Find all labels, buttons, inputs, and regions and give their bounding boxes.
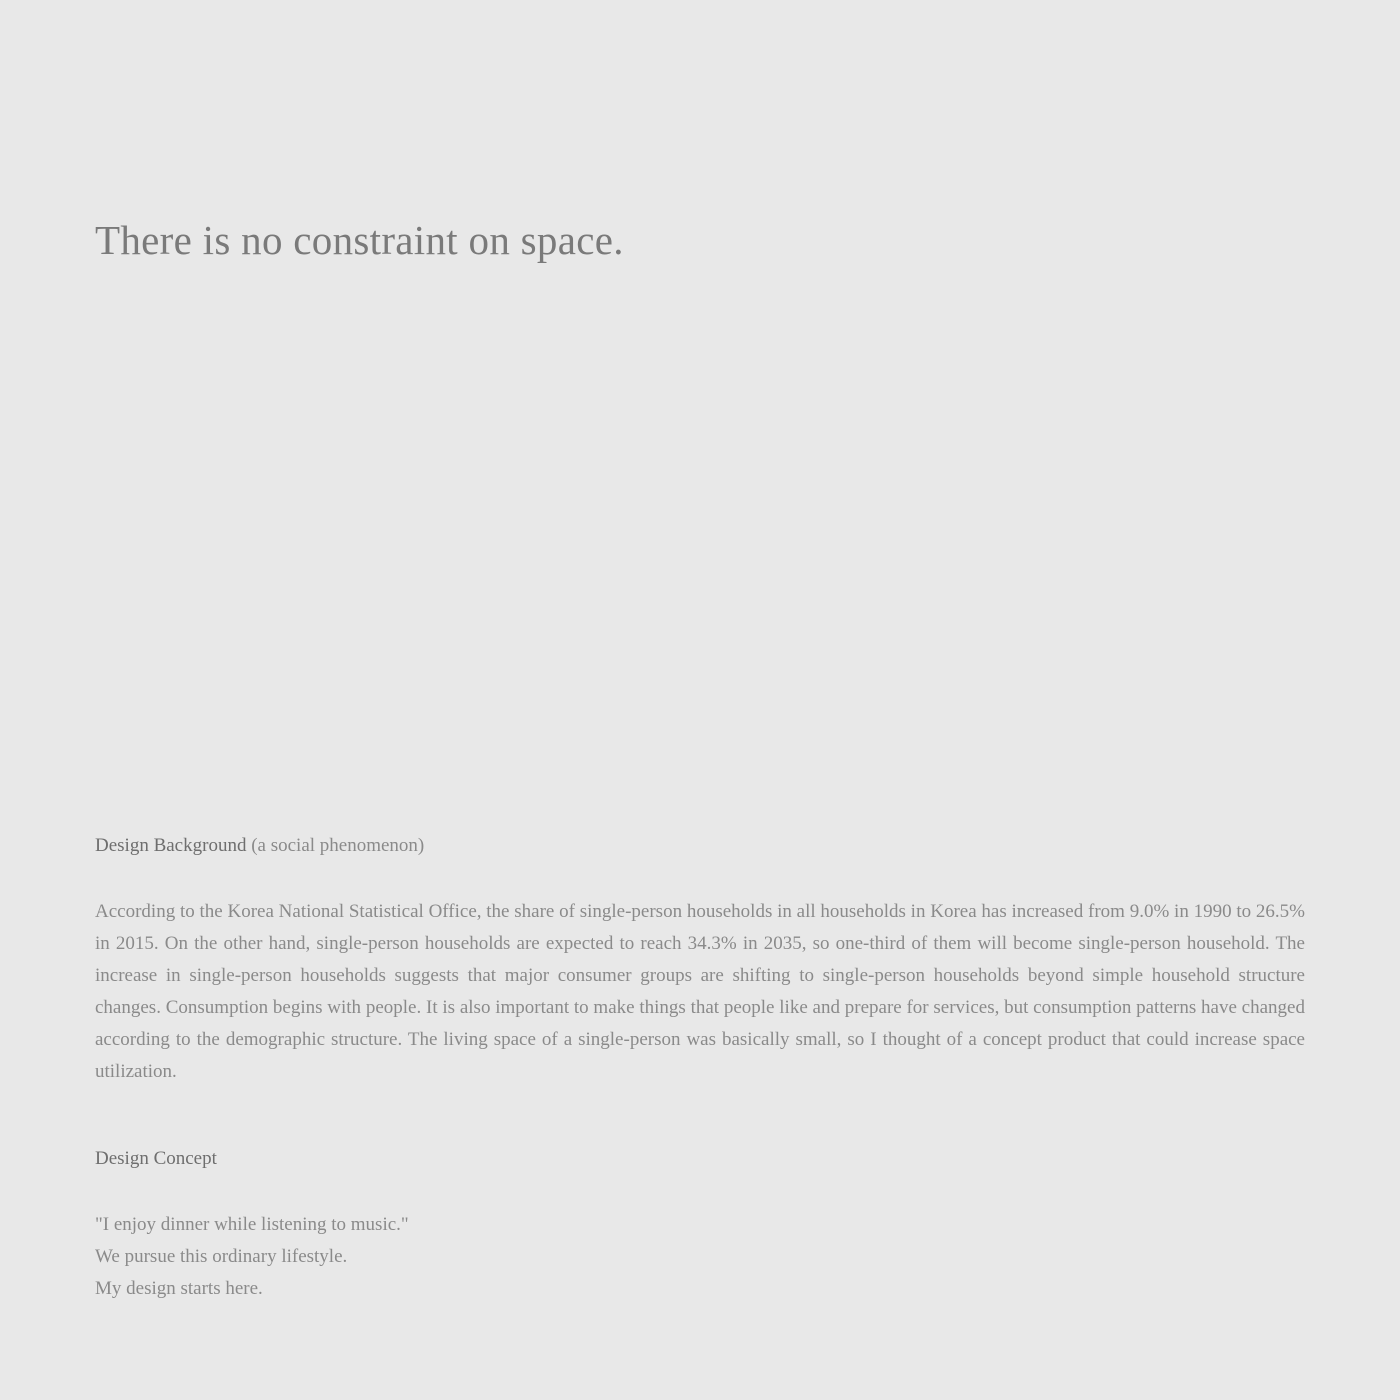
- design-background-paragraph: According to the Korea National Statistical Office, the share of single-person households in all households in Korea has increased from 9.0% in 1990 to 26.5% in 2015. On the other hand, single-person households are expected to reach 34.3% in 2035, so one-third of them will become single-person household. The increase in single-person households suggests that major consumer groups are shifting to single-person households beyond simple household structure changes. Consumption begins with people. It is also important to make things that people like and prepare for services, but consumption patterns have changed according to the demographic structure. The living space of a single-person was basically small, so I thought of a concept product that could increase space utilization.: [95, 901, 1305, 1082]
- design-concept-quote: "I enjoy dinner while listening to music.": [95, 1214, 409, 1235]
- design-concept-text: [95, 1209, 1305, 1305]
- design-concept-heading: Design Concept: [95, 1148, 217, 1169]
- design-background-heading: [95, 833, 1305, 859]
- design-concept-line: We pursue this ordinary lifestyle.: [95, 1246, 348, 1267]
- design-background-subtitle: (a social phenomenon): [246, 835, 425, 856]
- design-concept-line: My design starts here.: [95, 1278, 263, 1299]
- page-headline: There is no constraint on space.: [95, 217, 624, 263]
- design-concept-section: [95, 1146, 1305, 1305]
- design-background-section: [95, 833, 1305, 1088]
- design-background-title: Design Background: [95, 835, 247, 856]
